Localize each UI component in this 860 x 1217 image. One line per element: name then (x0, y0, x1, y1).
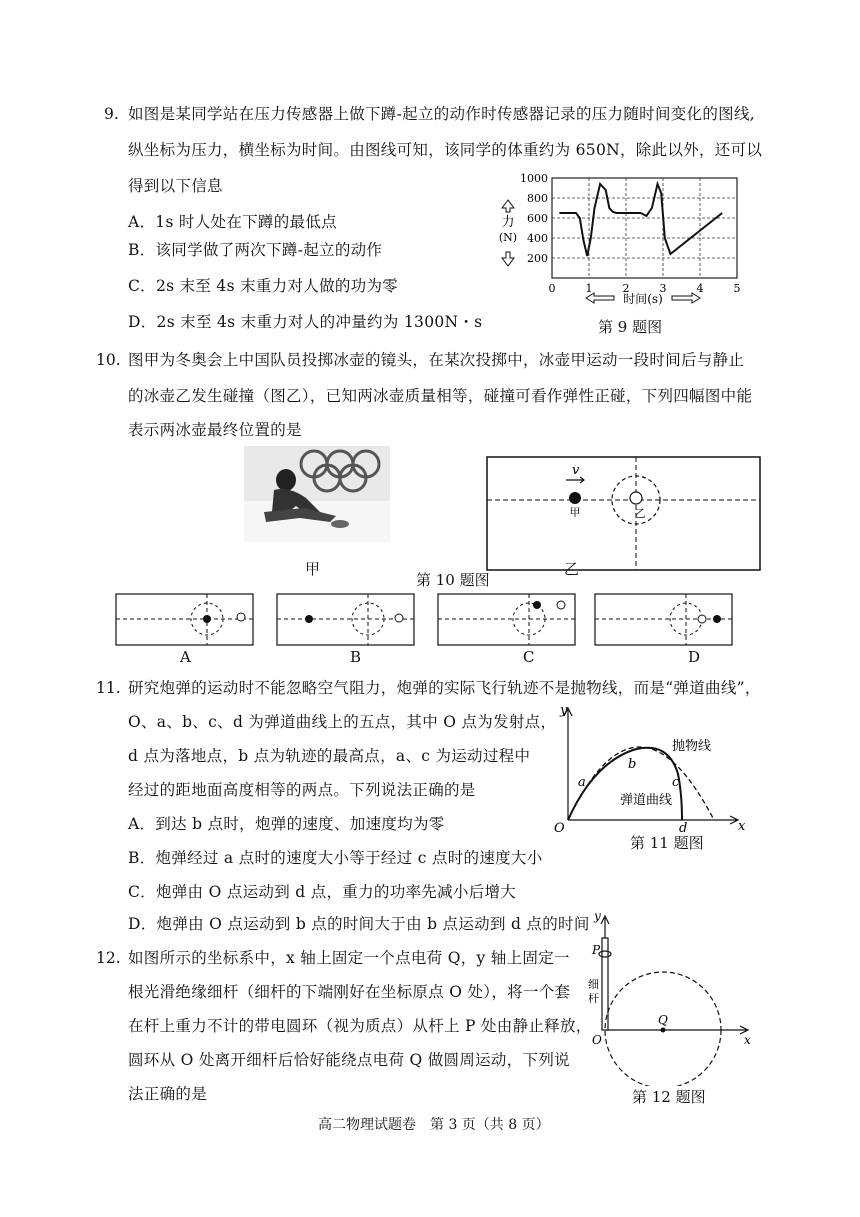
photo-label-jia: 甲 (305, 560, 321, 578)
q9-option-b[interactable]: B．该同学做了两次下蹲-起立的动作 (128, 241, 383, 259)
stone-jia (305, 615, 313, 623)
stone-jia (533, 601, 541, 609)
stone-yi (237, 613, 245, 621)
stone-yi (557, 601, 565, 609)
stone-jia (569, 492, 581, 504)
x-tick-label: 5 (733, 282, 741, 295)
chart-plot-frame (552, 178, 737, 278)
q11-stem-line: O、a、b、c、d 为弹道曲线上的五点，其中 O 点为发射点， (128, 713, 557, 731)
q9-stem-line: 如图是某同学站在压力传感器上做下蹲-起立的动作时传感器记录的压力随时间变化的图线, (128, 105, 755, 123)
rod-label-char: 细 (588, 978, 599, 991)
option-a-label[interactable]: A (180, 648, 191, 666)
q10-caption: 第 10 题图 (416, 571, 490, 589)
q9-option-a[interactable]: A．1s 时人处在下蹲的最低点 (128, 213, 337, 231)
q12-stem-line: 根光滑绝缘细杆（细杆的下端刚好在坐标原点 O 处），将一个套 (128, 983, 571, 1001)
x-tick-label: 1 (585, 282, 593, 295)
q11-stem-line: 经过的距地面高度相等的两点。下列说法正确的是 (128, 781, 476, 799)
x-axis-label: 时间(s) (623, 292, 663, 306)
q12-stem-line: 法正确的是 (128, 1085, 208, 1103)
x-axis-label: x (738, 819, 746, 834)
charge-q-label: Q (658, 1013, 668, 1027)
q11-option-d[interactable]: D．炮弹由 O 点运动到 b 点的时间大于由 b 点运动到 d 点的时间 (128, 915, 590, 933)
x-axis-label: x (744, 1033, 751, 1047)
x-tick-label: 2 (622, 282, 630, 295)
q9-number: 9. (104, 105, 119, 123)
q9-option-c[interactable]: C．2s 末至 4s 末重力对人做的功为零 (128, 277, 399, 295)
page-footer: 高二物理试题卷 第 3 页（共 8 页） (318, 1117, 550, 1133)
q12-number: 12. (96, 949, 121, 967)
y-axis-label-text: 力 (501, 215, 515, 230)
stone-jia (203, 615, 211, 623)
q9-force-time-chart (488, 168, 768, 308)
ballistic-label: 弹道曲线 (620, 793, 673, 808)
y-tick-label: 400 (527, 232, 548, 245)
y-tick-label: 600 (527, 212, 548, 225)
q11-caption: 第 11 题图 (630, 834, 704, 852)
q10-stem-line: 表示两冰壶最终位置的是 (128, 421, 302, 439)
stone-yi (630, 492, 642, 504)
option-b-label[interactable]: B (350, 648, 362, 666)
q11-stem-line: d 点为落地点，b 点为轨迹的最高点，a、c 为运动过程中 (128, 747, 531, 765)
point-b-label: b (628, 757, 637, 772)
q12-stem-line: 在杆上重力不计的带电圆环（视为质点）从杆上 P 处由静止释放， (128, 1017, 592, 1035)
point-d-label: d (679, 821, 688, 834)
charge-rod-diagram (588, 910, 758, 1086)
q11-number: 11. (96, 679, 121, 697)
y-tick-label: 200 (527, 252, 548, 265)
parabola-label: 抛物线 (672, 739, 712, 754)
q9-stem-line: 纵坐标为压力，横坐标为时间。由图线可知，该同学的体重约为 650N，除此以外，还可以 (128, 141, 763, 159)
point-c-label: c (672, 775, 680, 790)
velocity-label: v (572, 463, 580, 478)
origin-label: O (592, 1033, 602, 1047)
x-axis (605, 1026, 748, 1034)
y-axis-label: y (594, 910, 601, 923)
trajectory-diagram (548, 704, 748, 834)
y-axis-label-unit: (N) (498, 231, 518, 244)
option-c-diagram[interactable] (437, 593, 577, 647)
collision-diagram (486, 456, 762, 572)
rod-label-char: 杆 (588, 992, 599, 1005)
force-curve (559, 184, 722, 256)
q10-number: 10. (96, 351, 121, 369)
up-arrow-icon (502, 200, 514, 212)
q11-option-b[interactable]: B．炮弹经过 a 点时的速度大小等于经过 c 点时的速度大小 (128, 849, 543, 867)
q9-stem-line: 得到以下信息 (128, 177, 223, 195)
stone-jia-label: 甲 (569, 506, 581, 519)
q11-stem-line: 研究炮弹的运动时不能忽略空气阻力，炮弹的实际飞行轨迹不是抛物线，而是“弹道曲线”， (128, 679, 761, 697)
y-axis-label (499, 200, 517, 266)
stone-yi (395, 614, 403, 622)
x-tick-label: 4 (696, 282, 704, 295)
option-b-diagram[interactable] (276, 593, 416, 647)
figure-label-yi: 乙 (564, 560, 580, 578)
option-c-label[interactable]: C (523, 648, 535, 666)
x-tick-label: 0 (548, 282, 556, 295)
q9-caption: 第 9 题图 (598, 318, 663, 336)
option-d-diagram[interactable] (594, 593, 734, 647)
option-d-label[interactable]: D (688, 648, 701, 666)
q12-stem-line: 圆环从 O 处离开细杆后恰好能绕点电荷 Q 做圆周运动，下列说 (128, 1051, 570, 1069)
y-axis-label: y (560, 704, 568, 718)
point-a-label: a (578, 775, 586, 790)
option-a-diagram[interactable] (115, 593, 255, 647)
point-p-label: P (592, 943, 601, 957)
down-arrow-icon (502, 252, 514, 266)
stone-jia (713, 615, 721, 623)
rod-label (588, 978, 599, 1005)
stone-yi (698, 615, 706, 623)
y-tick-label: 800 (527, 192, 548, 205)
q10-stem-line: 的冰壶乙发生碰撞（图乙），已知两冰壶质量相等，碰撞可看作弹性正碰，下列四幅图中能 (128, 387, 753, 405)
y-tick-label: 1000 (520, 172, 548, 185)
q10-stem-line: 图甲为冬奥会上中国队员投掷冰壶的镜头，在某次投掷中，冰壶甲运动一段时间后与静止 (128, 351, 745, 369)
q12-stem-line: 如图所示的坐标系中，x 轴上固定一个点电荷 Q，y 轴上固定一 (128, 949, 570, 967)
q11-option-c[interactable]: C．炮弹由 O 点运动到 d 点，重力的功率先减小后增大 (128, 883, 517, 901)
origin-label: O (554, 821, 565, 834)
y-axis (564, 708, 572, 820)
stone-yi-label: 乙 (634, 507, 646, 520)
q9-option-d[interactable]: D．2s 末至 4s 末重力对人的冲量约为 1300N・s (128, 313, 483, 331)
x-tick-label: 3 (659, 282, 667, 295)
rink-outline (487, 457, 760, 570)
q11-option-a[interactable]: A．到达 b 点时，炮弹的速度、加速度均为零 (128, 815, 445, 833)
q12-caption: 第 12 题图 (632, 1088, 706, 1106)
point-charge-q (661, 1028, 666, 1033)
curling-photo (244, 446, 390, 542)
